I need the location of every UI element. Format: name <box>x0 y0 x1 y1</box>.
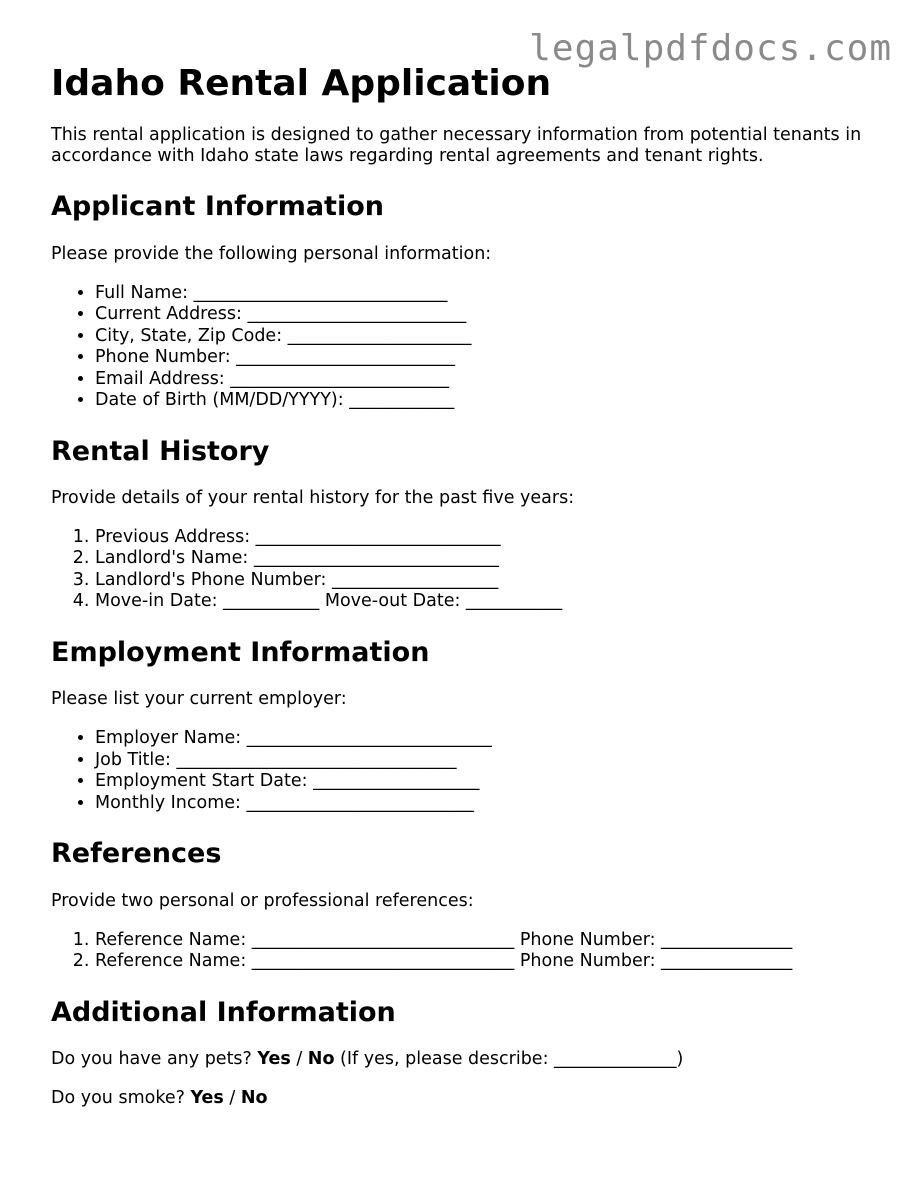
rental-list <box>51 527 881 613</box>
employment-list <box>51 728 881 814</box>
pets-separator: / <box>290 1049 308 1070</box>
applicant-section <box>51 191 881 411</box>
list-item: • Date of Birth (MM/DD/YYYY): ____________ <box>95 390 881 412</box>
applicant-prompt: Please provide the following personal information: <box>51 243 492 264</box>
list-item: 3. Landlord's Phone Number: ___________________ <box>95 570 881 592</box>
watermark: legalpdfdocs.com <box>529 28 892 69</box>
pets-describe: (If yes, please describe: ______________) <box>334 1049 684 1070</box>
list-item: 1. Previous Address: ____________________________ <box>95 527 881 549</box>
smoke-no: No <box>240 1088 268 1109</box>
list-item: • Current Address: _________________________ <box>95 304 881 326</box>
page-title: Idaho Rental Application <box>51 63 552 104</box>
employment-section <box>51 637 881 814</box>
list-item: • Monthly Income: __________________________ <box>95 793 881 815</box>
document <box>51 62 881 1127</box>
list-item: • Phone Number: _________________________ <box>95 347 881 369</box>
references-list <box>51 930 881 973</box>
smoke-yes: Yes <box>190 1088 224 1109</box>
list-item: 2. Reference Name: ______________________________ Phone Number: _______________ <box>95 951 881 973</box>
list-item: 4. Move-in Date: ___________ Move-out Date: ___________ <box>95 591 881 613</box>
list-item: 2. Landlord's Name: ____________________________ <box>95 548 881 570</box>
list-item: • Full Name: _____________________________ <box>95 283 881 305</box>
employment-prompt: Please list your current employer: <box>51 689 347 710</box>
pets-no: No <box>307 1049 335 1070</box>
list-item: • Job Title: ________________________________ <box>95 750 881 772</box>
rental-heading: Rental History <box>51 435 270 467</box>
rental-section <box>51 436 881 613</box>
list-item: • City, State, Zip Code: _____________________ <box>95 326 881 348</box>
list-item: • Employment Start Date: ___________________ <box>95 771 881 793</box>
rental-prompt: Provide details of your rental history for the past five years: <box>51 487 575 508</box>
additional-section <box>51 997 881 1109</box>
employment-heading: Employment Information <box>51 636 430 668</box>
smoke-question-text: Do you smoke? <box>51 1088 191 1109</box>
smoke-separator: / <box>223 1088 241 1109</box>
references-heading: References <box>51 838 222 870</box>
intro-paragraph: This rental application is designed to gather necessary information from potential tenants in accordance with Idaho state laws regarding rental agreements and tenant rights. <box>51 125 862 167</box>
smoke-question <box>51 1088 881 1109</box>
list-item: • Employer Name: ____________________________ <box>95 728 881 750</box>
pets-question <box>51 1049 881 1070</box>
list-item: 1. Reference Name: ______________________________ Phone Number: _______________ <box>95 930 881 952</box>
references-prompt: Provide two personal or professional references: <box>51 890 474 911</box>
references-section <box>51 838 881 972</box>
pets-yes: Yes <box>257 1049 291 1070</box>
additional-heading: Additional Information <box>51 996 396 1028</box>
list-item: • Email Address: _________________________ <box>95 369 881 391</box>
applicant-list <box>51 283 881 412</box>
pets-question-text: Do you have any pets? <box>51 1049 258 1070</box>
applicant-heading: Applicant Information <box>51 191 384 223</box>
